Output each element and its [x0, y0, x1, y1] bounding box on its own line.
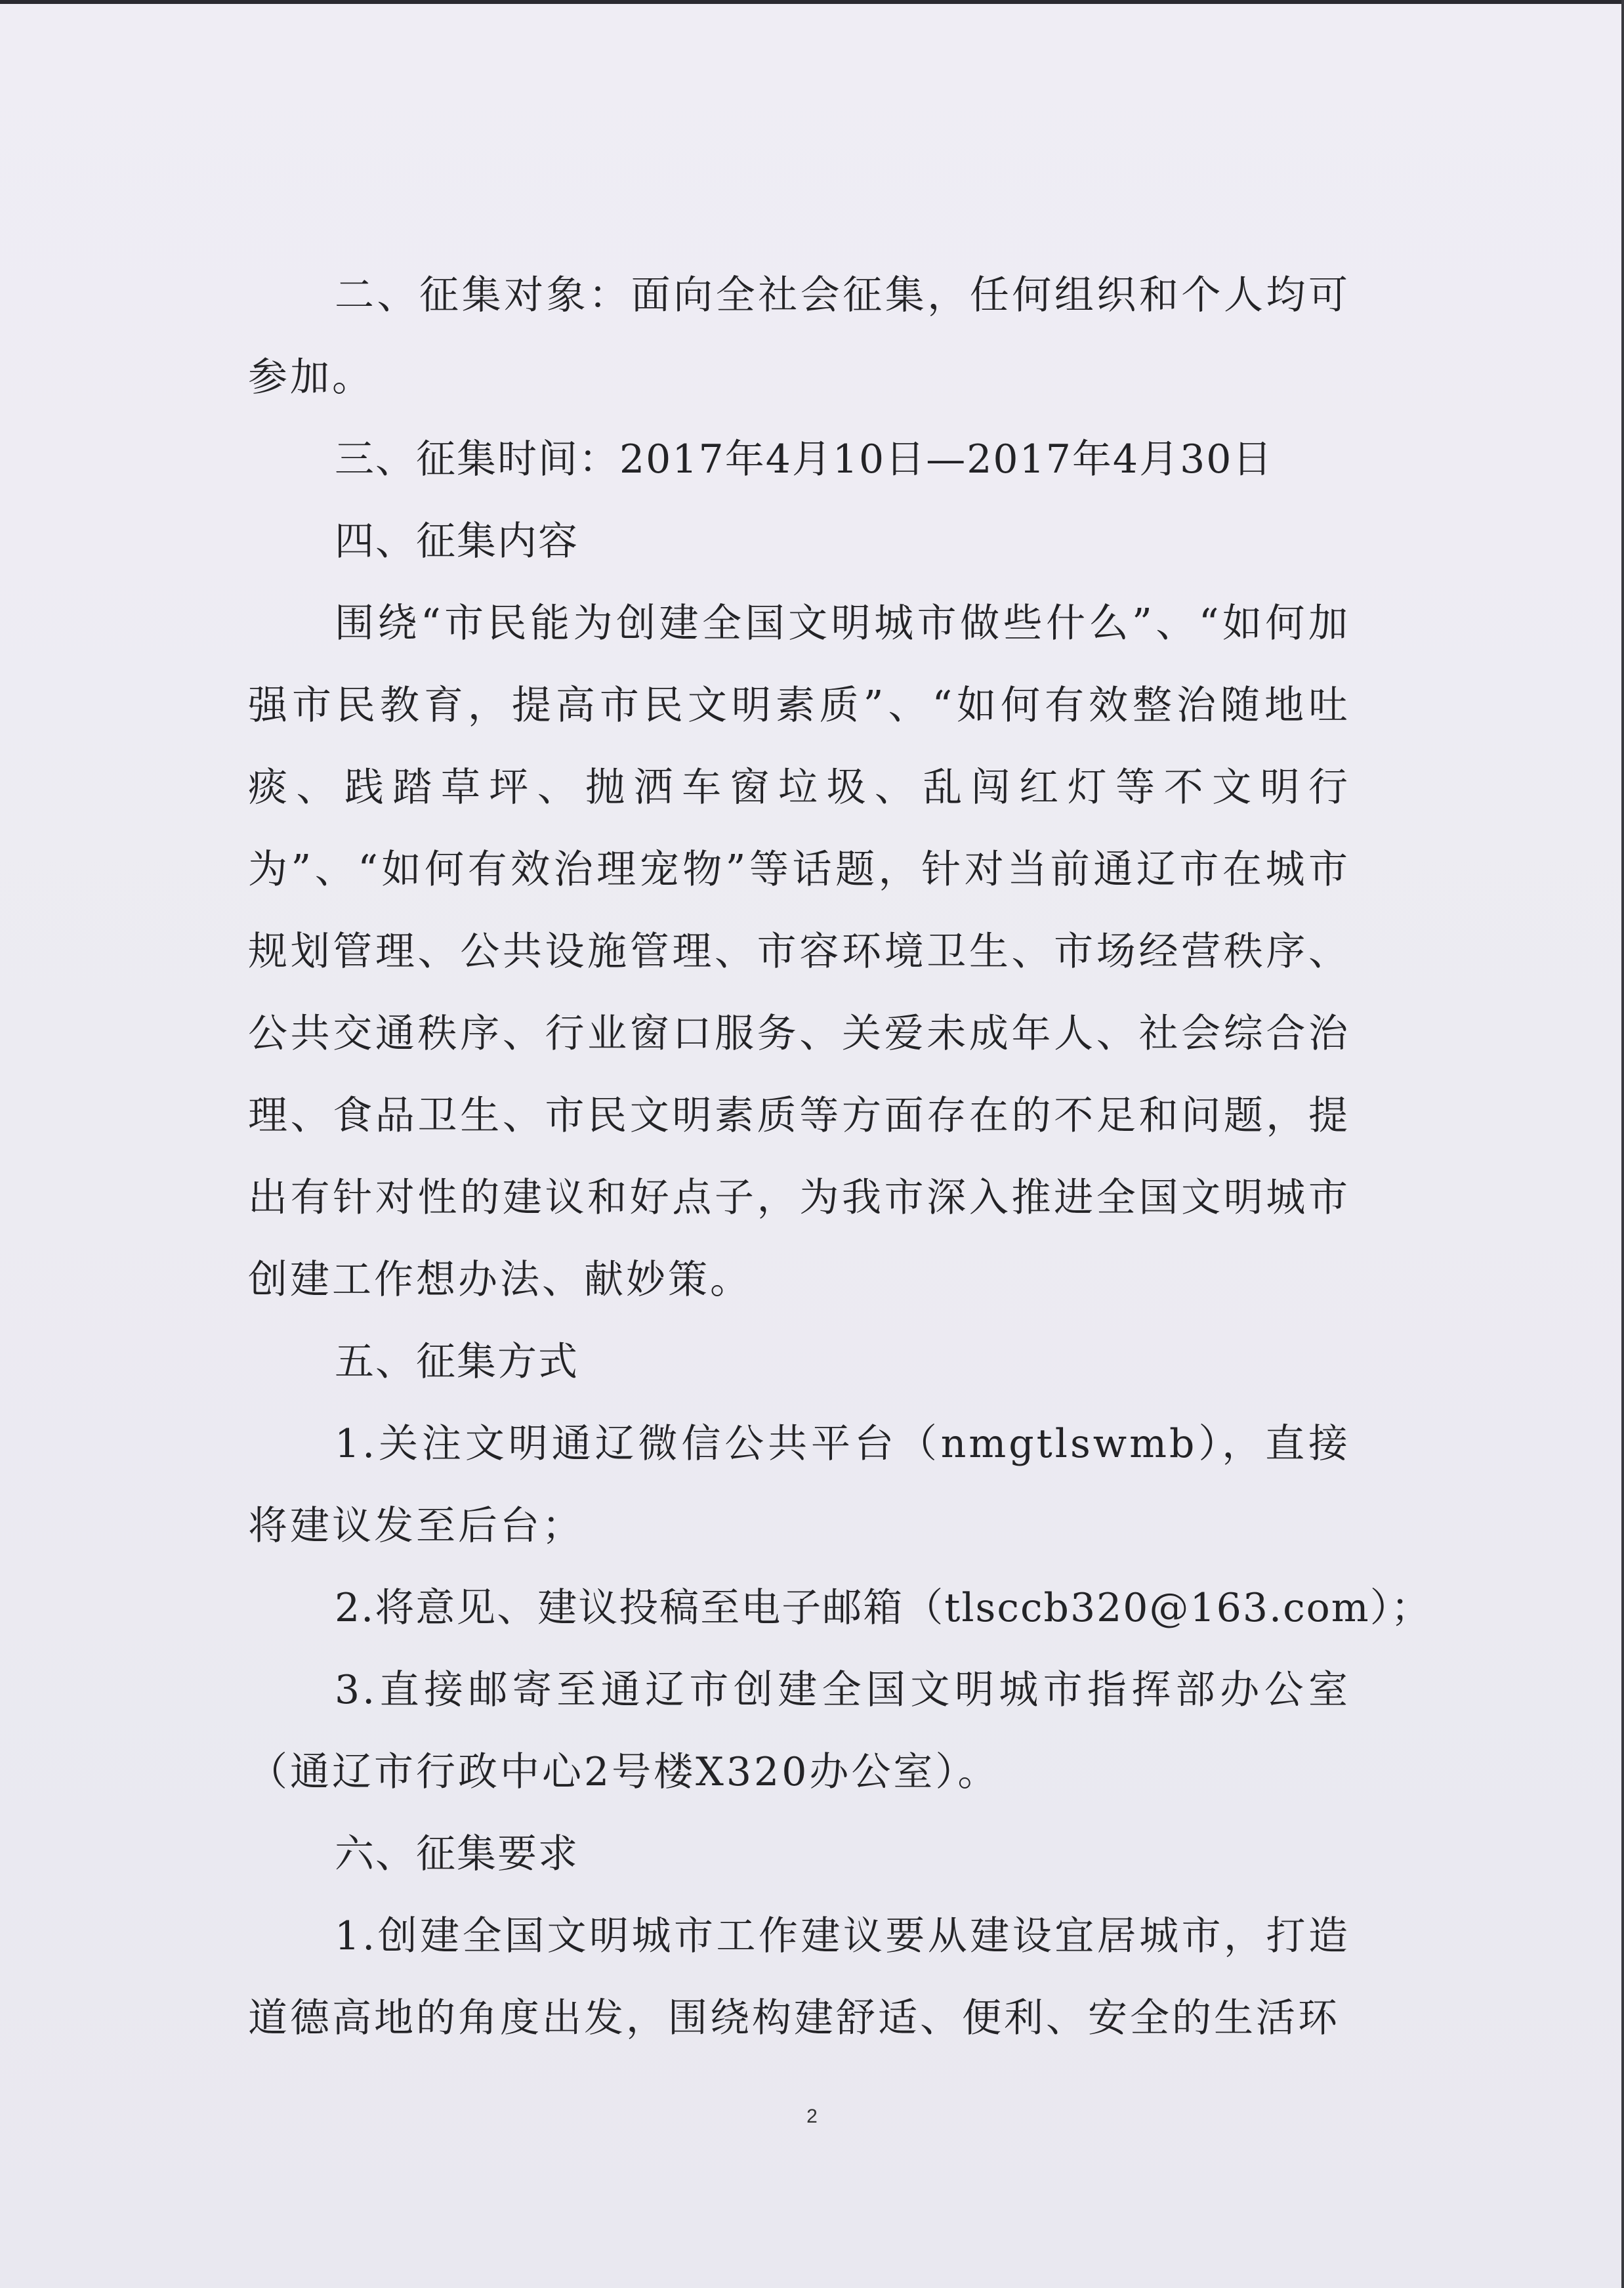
heading-collection-content: 四、征集内容	[335, 519, 579, 564]
scan-edge-right	[1621, 0, 1624, 2288]
heading-collection-method: 五、征集方式	[335, 1339, 579, 1385]
heading-collection-requirements: 六、征集要求	[335, 1831, 579, 1877]
document-body	[248, 255, 1432, 2060]
paragraph-collection-time: 三、征集时间：2017年4月10日—2017年4月30日	[335, 436, 1274, 482]
paragraph-collection-target: 二、征集对象：面向全社会征集，任何组织和个人均可参加。	[248, 272, 1350, 400]
paragraph-method-email: 2.将意见、建议投稿至电子邮箱（tlsccb320@163.com）；	[335, 1585, 1432, 1631]
page-number: 2	[806, 2106, 818, 2127]
paragraph-collection-content: 围绕“市民能为创建全国文明城市做些什么”、“如何加强市民教育，提高市民文明素质”、“如何有效整治随地吐痰、践踏草坪、抛洒车窗垃圾、乱闯红灯等不文明行为”、“如何有效治理宠物”等话题，针对当前通辽市在城市规划管理、公共设施管理、市容环境卫生、市场经营秩序、公共交通秩序、行业窗口服务、关爱未成年人、社会综合治理、食品卫生、市民文明素质等方面存在的不足和问题，提出有针对性的建议和好点子，为我市深入推进全国文明城市创建工作想办法、献妙策。	[248, 601, 1350, 1303]
paragraph-method-mail: 3.直接邮寄至通辽市创建全国文明城市指挥部办公室（通辽市行政中心2号楼X320办公室）。	[248, 1667, 1350, 1795]
paragraph-method-wechat: 1.关注文明通辽微信公共平台（nmgtlswmb），直接将建议发至后台；	[248, 1421, 1350, 1549]
scan-edge-top	[0, 0, 1624, 4]
paragraph-requirement-1: 1.创建全国文明城市工作建议要从建设宜居城市，打造道德高地的角度出发，围绕构建舒适、便利、安全的生活环	[248, 1913, 1350, 2041]
